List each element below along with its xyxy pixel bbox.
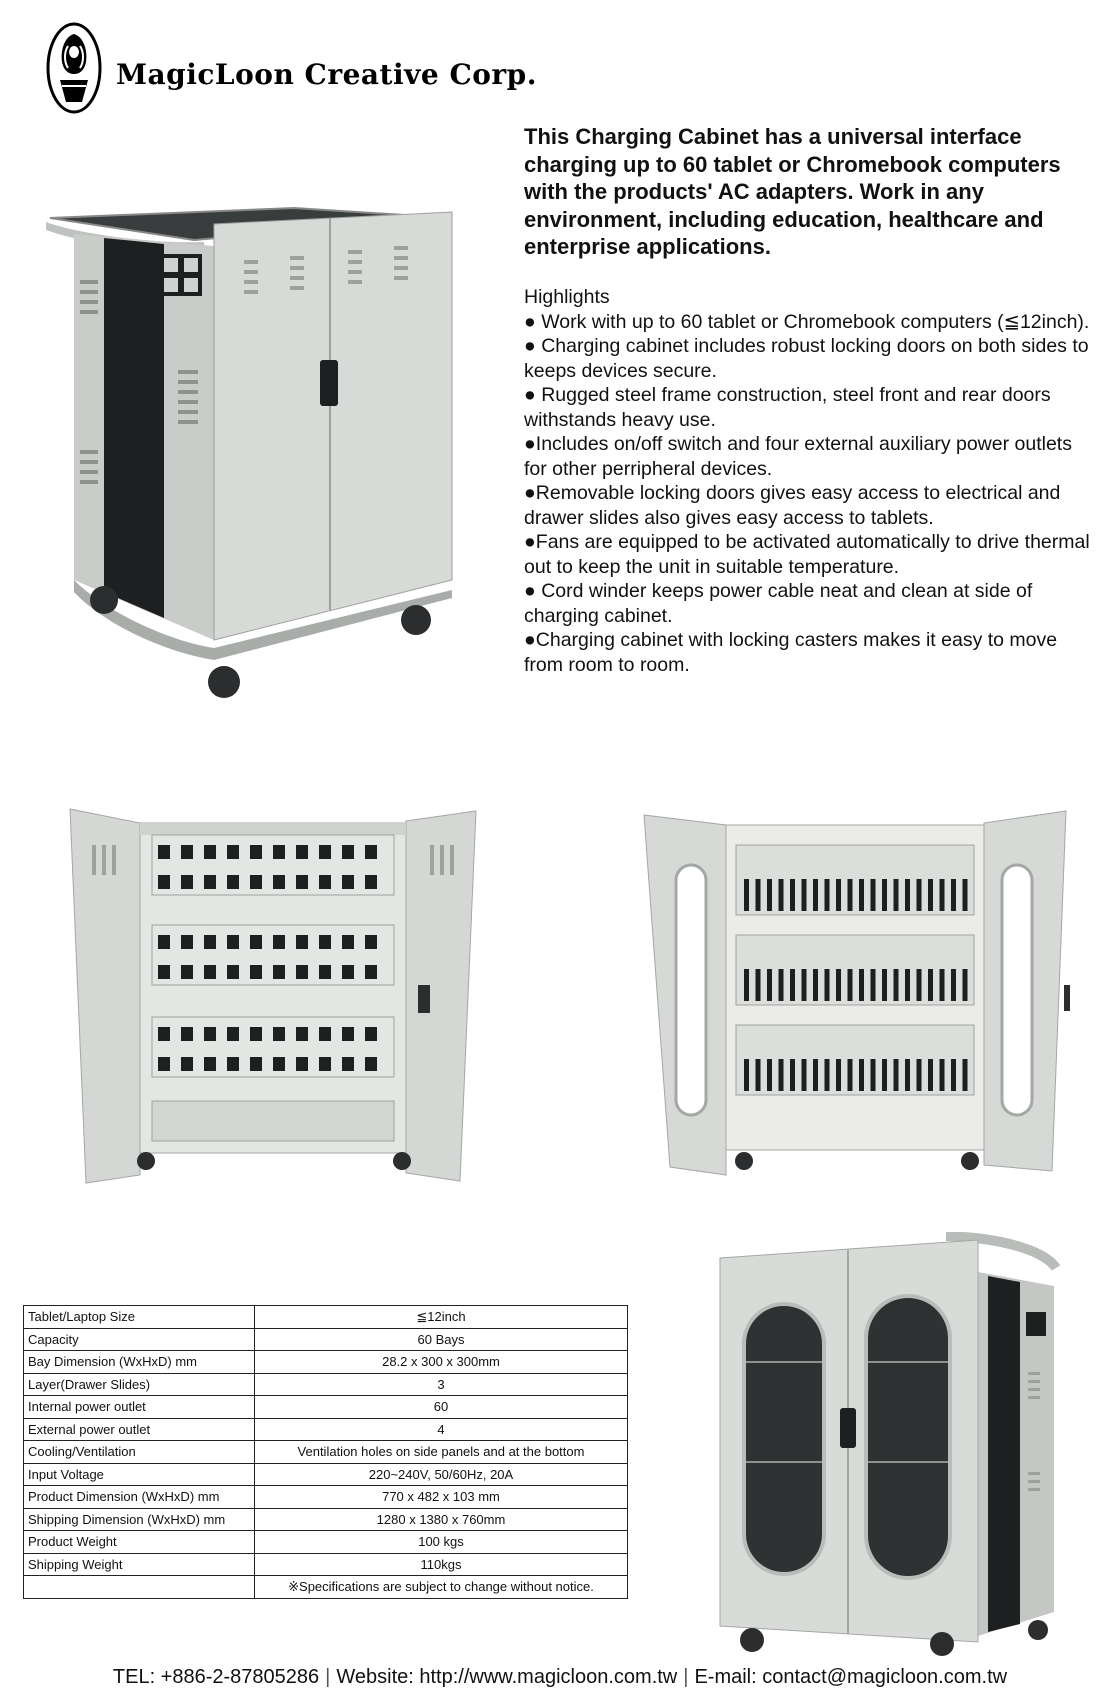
footer-separator: | bbox=[683, 1666, 689, 1688]
outlet-socket bbox=[158, 1027, 170, 1041]
slot-divider bbox=[825, 1059, 830, 1091]
outlet-socket bbox=[227, 845, 239, 859]
outlet-socket bbox=[204, 845, 216, 859]
slot-divider bbox=[917, 879, 922, 911]
outlet-socket bbox=[158, 965, 170, 979]
spec-row bbox=[24, 1306, 628, 1329]
slot-divider bbox=[905, 1059, 910, 1091]
outlet-socket bbox=[181, 1057, 193, 1071]
outlet-socket bbox=[319, 845, 331, 859]
spec-label: Capacity bbox=[24, 1328, 255, 1351]
outlet-socket bbox=[204, 935, 216, 949]
highlight-item: ●Includes on/off switch and four external auxiliary power outlets for other perripheral devices. bbox=[524, 433, 1072, 480]
spec-label: Layer(Drawer Slides) bbox=[24, 1373, 255, 1396]
spec-label: Bay Dimension (WxHxD) mm bbox=[24, 1351, 255, 1374]
slot-divider bbox=[859, 879, 864, 911]
outlet-socket bbox=[319, 875, 331, 889]
highlight-item: ● Charging cabinet includes robust locking doors on both sides to keeps devices secure. bbox=[524, 335, 1089, 382]
slot-divider bbox=[813, 969, 818, 1001]
slot-divider bbox=[963, 969, 968, 1001]
outlet-socket bbox=[342, 1057, 354, 1071]
outlet-socket bbox=[227, 1057, 239, 1071]
spec-row bbox=[24, 1531, 628, 1554]
highlight-item: ●Fans are equipped to be activated automatically to drive thermal out to keep the unit in suitable temperature. bbox=[524, 531, 1090, 578]
outlet-socket bbox=[365, 965, 377, 979]
outlet-socket bbox=[296, 965, 308, 979]
outlet-socket bbox=[319, 1057, 331, 1071]
slot-divider bbox=[813, 879, 818, 911]
slot-divider bbox=[894, 1059, 899, 1091]
slot-divider bbox=[767, 969, 772, 1001]
slot-divider bbox=[779, 879, 784, 911]
cabinet-front-glass-photo bbox=[716, 1232, 1064, 1662]
outlet-socket bbox=[158, 935, 170, 949]
outlet-socket bbox=[296, 935, 308, 949]
outlet-socket bbox=[181, 1027, 193, 1041]
slot-divider bbox=[790, 969, 795, 1001]
outlet-socket bbox=[365, 1057, 377, 1071]
outlet-socket bbox=[250, 875, 262, 889]
spec-row bbox=[24, 1351, 628, 1374]
highlight-item: ● Work with up to 60 tablet or Chromebook computers (≦12inch). bbox=[524, 310, 1090, 333]
outlet-socket bbox=[273, 965, 285, 979]
intro-text: This Charging Cabinet has a universal interface charging up to 60 tablet or Chromebook computers with the products' AC adapters. Work in any environment, including education, healthcare and enterprise applications. bbox=[524, 124, 1061, 259]
spec-label: Product Weight bbox=[24, 1531, 255, 1554]
slot-divider bbox=[802, 969, 807, 1001]
slot-divider bbox=[963, 1059, 968, 1091]
highlight-item: ● Cord winder keeps power cable neat and clean at side of charging cabinet. bbox=[524, 580, 1033, 627]
spec-note-row bbox=[24, 1576, 628, 1599]
spec-label: Input Voltage bbox=[24, 1463, 255, 1486]
spec-value: 4 bbox=[255, 1418, 628, 1441]
outlet-socket bbox=[273, 845, 285, 859]
highlight-item: ●Removable locking doors gives easy access to electrical and drawer slides also gives easy access to tablets. bbox=[524, 482, 1061, 529]
outlet-socket bbox=[365, 935, 377, 949]
spec-label: External power outlet bbox=[24, 1418, 255, 1441]
slot-divider bbox=[871, 879, 876, 911]
slot-divider bbox=[928, 879, 933, 911]
slot-divider bbox=[940, 1059, 945, 1091]
slot-divider bbox=[790, 1059, 795, 1091]
outlet-socket bbox=[181, 965, 193, 979]
outlet-socket bbox=[273, 1057, 285, 1071]
slot-divider bbox=[767, 1059, 772, 1091]
slot-divider bbox=[882, 1059, 887, 1091]
outlet-socket bbox=[342, 1027, 354, 1041]
slot-divider bbox=[744, 879, 749, 911]
slot-divider bbox=[951, 879, 956, 911]
company-name: MagicLoon Creative Corp. bbox=[116, 58, 537, 91]
outlet-socket bbox=[273, 1027, 285, 1041]
spec-value: Ventilation holes on side panels and at the bottom bbox=[255, 1441, 628, 1464]
outlet-socket bbox=[158, 875, 170, 889]
footer-email[interactable]: E-mail: contact@magicloon.com.tw bbox=[694, 1666, 1008, 1688]
spec-value: 100 kgs bbox=[255, 1531, 628, 1554]
outlet-socket bbox=[296, 1027, 308, 1041]
spec-value: 770 x 482 x 103 mm bbox=[255, 1486, 628, 1509]
footer-telephone: TEL: +886-2-87805286 bbox=[112, 1666, 320, 1688]
spec-row bbox=[24, 1418, 628, 1441]
outlet-socket bbox=[319, 965, 331, 979]
outlet-socket bbox=[365, 875, 377, 889]
spec-row bbox=[24, 1508, 628, 1531]
slot-divider bbox=[836, 1059, 841, 1091]
footer-website[interactable]: Website: http://www.magicloon.com.tw bbox=[336, 1666, 678, 1688]
outlet-socket bbox=[181, 845, 193, 859]
slot-divider bbox=[756, 879, 761, 911]
slot-divider bbox=[940, 879, 945, 911]
spec-value: 60 Bays bbox=[255, 1328, 628, 1351]
slot-divider bbox=[871, 969, 876, 1001]
spec-note-blank bbox=[24, 1576, 255, 1599]
slot-divider bbox=[825, 879, 830, 911]
spec-value: 60 bbox=[255, 1396, 628, 1419]
spec-row bbox=[24, 1328, 628, 1351]
outlet-socket bbox=[342, 845, 354, 859]
slot-divider bbox=[928, 1059, 933, 1091]
spec-row bbox=[24, 1553, 628, 1576]
slot-divider bbox=[790, 879, 795, 911]
outlet-socket bbox=[250, 1027, 262, 1041]
slot-divider bbox=[963, 879, 968, 911]
company-logo bbox=[46, 22, 102, 114]
outlet-socket bbox=[227, 965, 239, 979]
slot-divider bbox=[836, 969, 841, 1001]
outlet-socket bbox=[296, 845, 308, 859]
spec-note: ※Specifications are subject to change without notice. bbox=[255, 1576, 628, 1599]
specifications-table bbox=[23, 1305, 628, 1599]
outlet-socket bbox=[342, 965, 354, 979]
spec-label: Product Dimension (WxHxD) mm bbox=[24, 1486, 255, 1509]
outlet-socket bbox=[250, 965, 262, 979]
spec-value: ≦12inch bbox=[255, 1306, 628, 1329]
slot-divider bbox=[848, 1059, 853, 1091]
slot-divider bbox=[848, 879, 853, 911]
spec-label: Tablet/Laptop Size bbox=[24, 1306, 255, 1329]
outlet-socket bbox=[273, 935, 285, 949]
slot-divider bbox=[894, 879, 899, 911]
slot-divider bbox=[779, 969, 784, 1001]
slot-divider bbox=[940, 969, 945, 1001]
slot-divider bbox=[744, 1059, 749, 1091]
outlet-socket bbox=[342, 935, 354, 949]
slot-divider bbox=[836, 879, 841, 911]
outlet-socket bbox=[250, 1057, 262, 1071]
slot-divider bbox=[802, 1059, 807, 1091]
outlet-socket bbox=[204, 1027, 216, 1041]
slot-divider bbox=[882, 879, 887, 911]
spec-label: Cooling/Ventilation bbox=[24, 1441, 255, 1464]
outlet-socket bbox=[296, 875, 308, 889]
outlet-socket bbox=[296, 1057, 308, 1071]
outlet-socket bbox=[365, 845, 377, 859]
spec-label: Internal power outlet bbox=[24, 1396, 255, 1419]
slot-divider bbox=[767, 879, 772, 911]
cabinet-open-power-photo bbox=[68, 805, 478, 1185]
contact-footer bbox=[0, 1666, 1120, 1689]
outlet-socket bbox=[342, 875, 354, 889]
slot-divider bbox=[871, 1059, 876, 1091]
footer-separator: | bbox=[325, 1666, 331, 1688]
highlight-item: ● Rugged steel frame construction, steel front and rear doors withstands heavy use. bbox=[524, 384, 1051, 431]
spec-row bbox=[24, 1373, 628, 1396]
highlight-item: ●Charging cabinet with locking casters makes it easy to move from room to room. bbox=[524, 629, 1058, 676]
slot-divider bbox=[905, 879, 910, 911]
outlet-socket bbox=[273, 875, 285, 889]
spec-value: 3 bbox=[255, 1373, 628, 1396]
spec-label: Shipping Dimension (WxHxD) mm bbox=[24, 1508, 255, 1531]
outlet-socket bbox=[181, 935, 193, 949]
outlet-socket bbox=[319, 935, 331, 949]
outlet-socket bbox=[158, 1057, 170, 1071]
spec-row bbox=[24, 1396, 628, 1419]
outlet-socket bbox=[204, 1057, 216, 1071]
highlights-title: Highlights bbox=[524, 286, 610, 308]
outlet-socket bbox=[250, 935, 262, 949]
slot-divider bbox=[813, 1059, 818, 1091]
cabinet-open-slides-photo bbox=[640, 805, 1070, 1185]
outlet-socket bbox=[365, 1027, 377, 1041]
slot-divider bbox=[859, 1059, 864, 1091]
outlet-socket bbox=[227, 1027, 239, 1041]
spec-value: 28.2 x 300 x 300mm bbox=[255, 1351, 628, 1374]
slot-divider bbox=[917, 969, 922, 1001]
spec-row bbox=[24, 1463, 628, 1486]
slot-divider bbox=[744, 969, 749, 1001]
slot-divider bbox=[905, 969, 910, 1001]
spec-row bbox=[24, 1486, 628, 1509]
spec-value: 1280 x 1380 x 760mm bbox=[255, 1508, 628, 1531]
slot-divider bbox=[802, 879, 807, 911]
highlights-section bbox=[524, 285, 1094, 677]
spec-value: 110kgs bbox=[255, 1553, 628, 1576]
slot-divider bbox=[756, 969, 761, 1001]
spec-row bbox=[24, 1441, 628, 1464]
slot-divider bbox=[951, 1059, 956, 1091]
outlet-socket bbox=[227, 935, 239, 949]
outlet-socket bbox=[204, 875, 216, 889]
outlet-socket bbox=[181, 875, 193, 889]
slot-divider bbox=[894, 969, 899, 1001]
slot-divider bbox=[917, 1059, 922, 1091]
slot-divider bbox=[779, 1059, 784, 1091]
outlet-socket bbox=[204, 965, 216, 979]
slot-divider bbox=[882, 969, 887, 1001]
slot-divider bbox=[928, 969, 933, 1001]
spec-label: Shipping Weight bbox=[24, 1553, 255, 1576]
outlet-socket bbox=[158, 845, 170, 859]
outlet-socket bbox=[250, 845, 262, 859]
slot-divider bbox=[825, 969, 830, 1001]
slot-divider bbox=[859, 969, 864, 1001]
outlet-socket bbox=[227, 875, 239, 889]
spec-value: 220~240V, 50/60Hz, 20A bbox=[255, 1463, 628, 1486]
slot-divider bbox=[756, 1059, 761, 1091]
cabinet-closed-angled-photo bbox=[44, 200, 454, 710]
outlet-socket bbox=[319, 1027, 331, 1041]
slot-divider bbox=[951, 969, 956, 1001]
slot-divider bbox=[848, 969, 853, 1001]
